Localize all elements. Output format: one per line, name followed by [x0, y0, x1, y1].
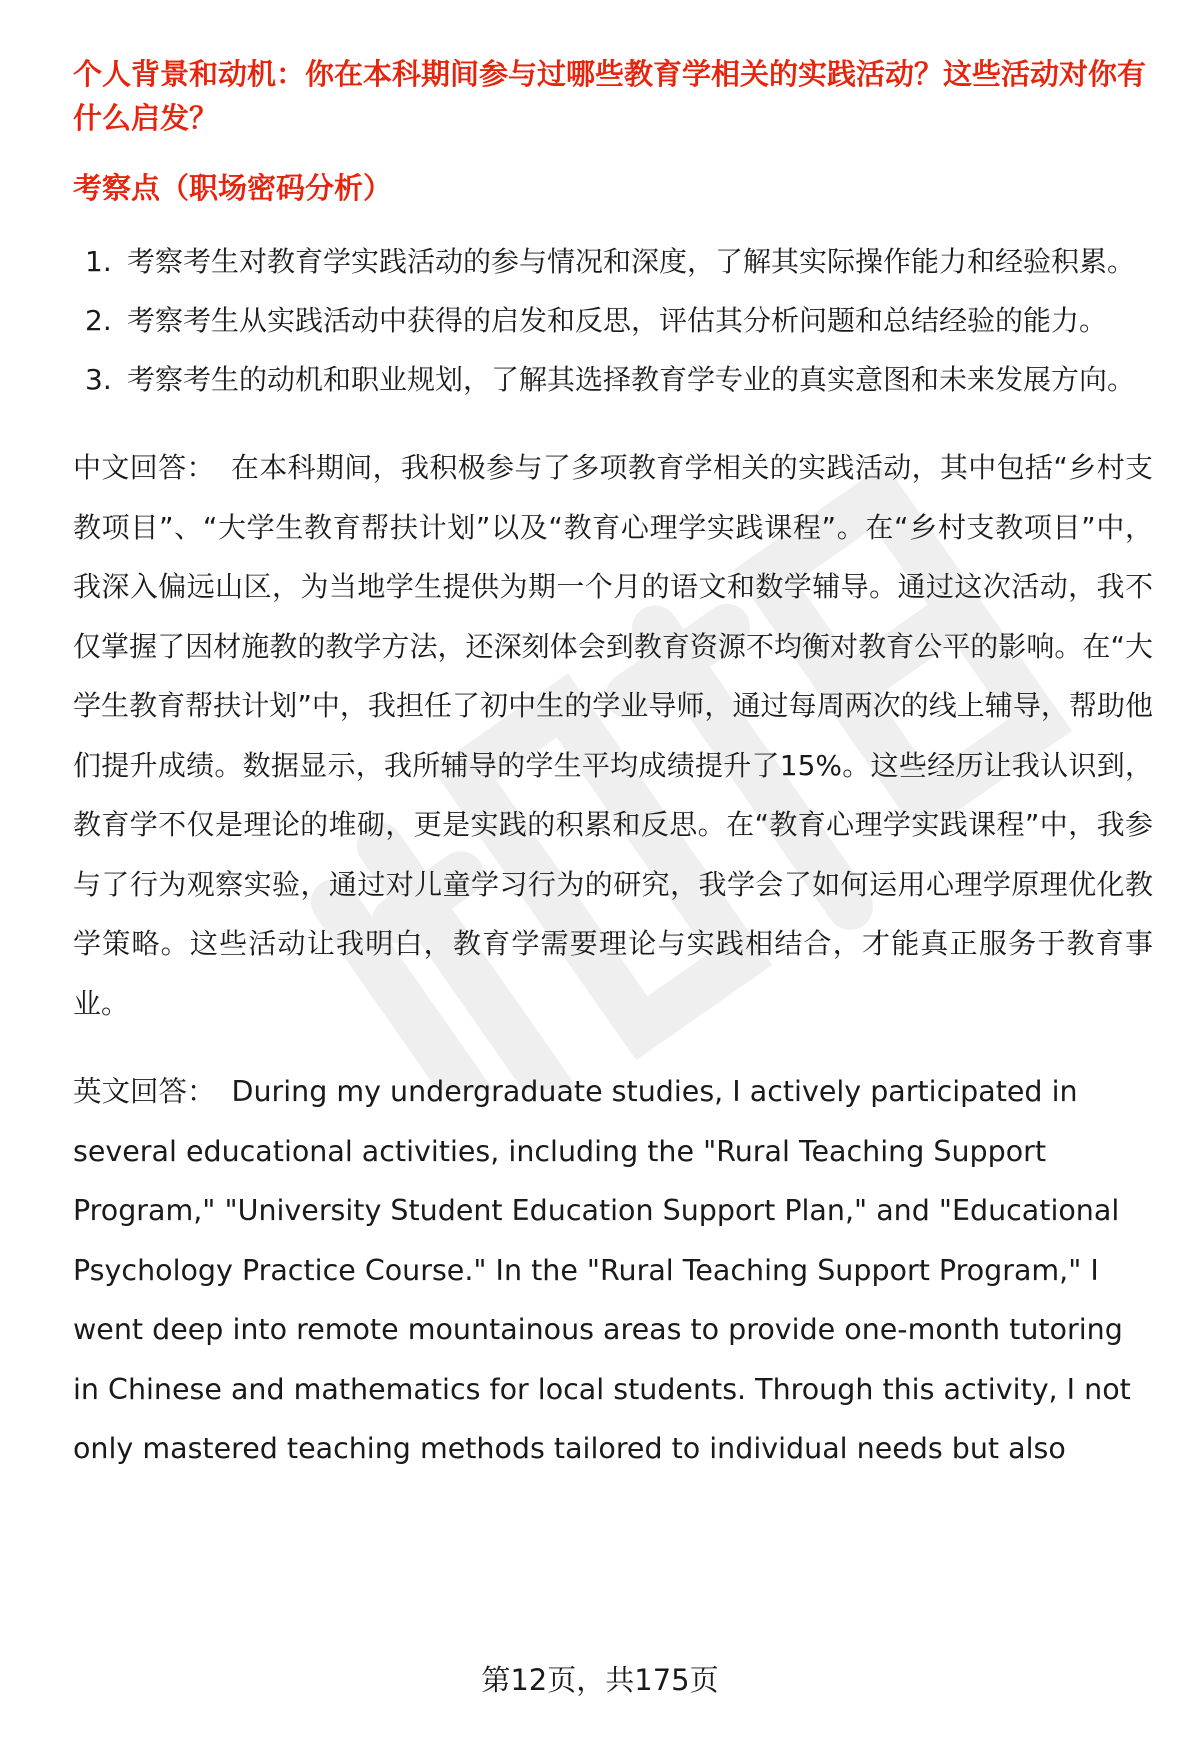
list-item: [73, 232, 1158, 291]
english-answer: [73, 1062, 1148, 1479]
chinese-answer: [73, 438, 1153, 1033]
assessment-points-list: [73, 232, 1153, 409]
list-item: [73, 350, 1158, 409]
english-answer-label: 英文回答：: [73, 1075, 216, 1108]
list-item-text: 考察考生的动机和职业规划，了解其选择教育学专业的真实意图和未来发展方向。: [127, 363, 1136, 396]
question-heading: 个人背景和动机：你在本科期间参与过哪些教育学相关的实践活动？这些活动对你有什么启发？: [73, 57, 1147, 135]
english-answer-text: During my undergraduate studies, I actively participated in several educational activities, including the "Rural Teaching Support Program," "University Student Education Support Plan," and "Educational Psychology Practice Course." In the "Rural Teaching Support Program," I went deep into remote mountainous areas to provide one-month tutoring in Chinese and mathematics for local students. Through this activity, I not only mastered teaching methods tailored to individual needs but also: [73, 1075, 1131, 1465]
chinese-answer-text: 在本科期间，我积极参与了多项教育学相关的实践活动，其中包括“乡村支教项目”、“大学生教育帮扶计划”以及“教育心理学实践课程”。在“乡村支教项目”中，我深入偏远山区，为当地学生提供为期一个月的语文和数学辅导。通过这次活动，我不仅掌握了因材施教的教学方法，还深刻体会到教育资源不均衡对教育公平的影响。在“大学生教育帮扶计划”中，我担任了初中生的学业导师，通过每周两次的线上辅导，帮助他们提升成绩。数据显示，我所辅导的学生平均成绩提升了15%。这些经历让我认识到，教育学不仅是理论的堆砌，更是实践的积累和反思。在“教育心理学实践课程”中，我参与了行为观察实验，通过对儿童学习行为的研究，我学会了如何运用心理学原理优化教学策略。这些活动让我明白，教育学需要理论与实践相结合，才能真正服务于教育事业。: [73, 451, 1153, 1020]
chinese-answer-label: 中文回答：: [73, 451, 215, 484]
list-item-number: 3.: [85, 363, 112, 396]
list-item-number: 2.: [85, 304, 112, 337]
page-number-footer: 第12页，共175页: [481, 1663, 719, 1697]
list-item-text: 考察考生对教育学实践活动的参与情况和深度，了解其实际操作能力和经验积累。: [127, 245, 1136, 278]
list-item-text: 考察考生从实践活动中获得的启发和反思，评估其分析问题和总结经验的能力。: [127, 304, 1108, 337]
document-content: [73, 52, 1153, 1479]
list-item-number: 1.: [85, 245, 112, 278]
points-heading: 考察点（职场密码分析）: [73, 171, 393, 205]
list-item: [73, 291, 1158, 350]
